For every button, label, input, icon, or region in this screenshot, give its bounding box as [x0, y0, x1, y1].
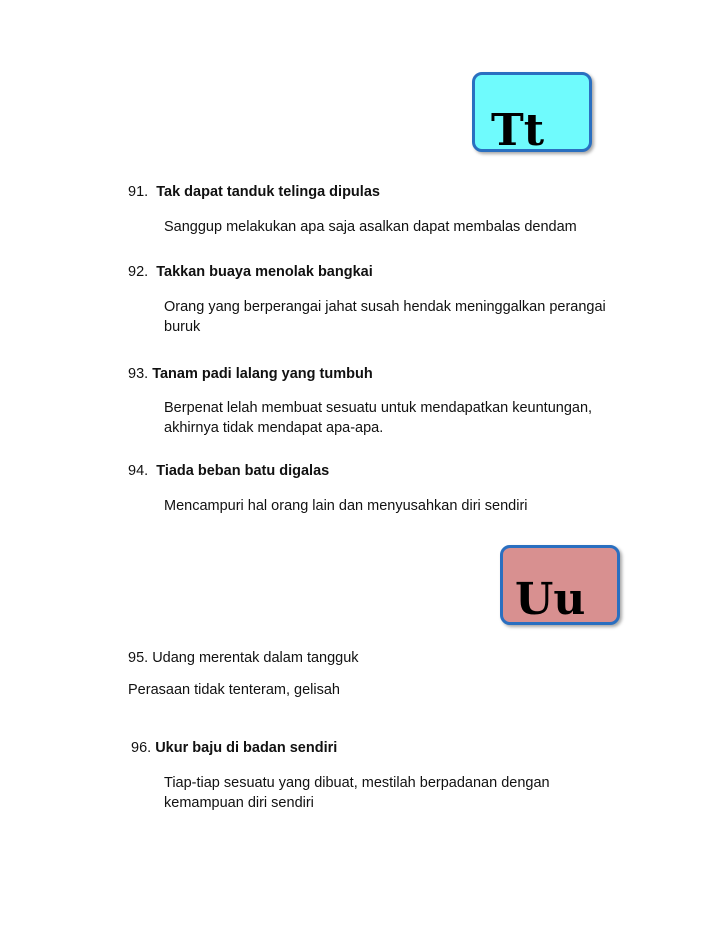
proverb-95-meaning: Perasaan tidak tenteram, gelisah: [128, 682, 340, 698]
proverb-title: Ukur baju di badan sendiri: [155, 740, 338, 756]
proverb-94: [128, 463, 329, 479]
proverb-number: 96.: [131, 740, 152, 756]
proverb-96: [131, 740, 337, 756]
letter-heading-u: [500, 545, 620, 625]
proverb-number: 91.: [128, 184, 149, 200]
proverb-95: [128, 650, 359, 666]
proverb-number: 93.: [128, 366, 149, 382]
proverb-93: [128, 366, 373, 382]
proverb-title: Tak dapat tanduk telinga dipulas: [156, 184, 380, 200]
proverb-number: 95.: [128, 650, 149, 666]
proverb-title: Takkan buaya menolak bangkai: [156, 264, 373, 280]
proverb-number: 94.: [128, 463, 149, 479]
proverb-92-meaning: Orang yang berperangai jahat susah hendak meninggalkan perangai buruk: [164, 299, 606, 335]
proverb-title: Udang merentak dalam tangguk: [152, 650, 359, 666]
letter-heading-t-text: Tt: [491, 105, 545, 156]
proverb-96-meaning: Tiap-tiap sesuatu yang dibuat, mestilah berpadanan dengan kemampuan diri sendiri: [164, 775, 550, 811]
proverb-title: Tiada beban batu digalas: [156, 463, 330, 479]
proverb-93-meaning: Berpenat lelah membuat sesuatu untuk mendapatkan keuntungan, akhirnya tidak mendapat apa-apa.: [164, 400, 593, 436]
proverb-number: 92.: [128, 264, 149, 280]
letter-heading-t: [472, 72, 592, 156]
proverb-92: [128, 264, 373, 280]
proverb-91: [128, 184, 380, 200]
proverb-94-meaning: Mencampuri hal orang lain dan menyusahkan diri sendiri: [164, 498, 528, 514]
proverb-title: Tanam padi lalang yang tumbuh: [152, 366, 373, 382]
letter-heading-u-text: Uu: [515, 574, 586, 625]
proverb-91-meaning: Sanggup melakukan apa saja asalkan dapat membalas dendam: [164, 219, 577, 235]
